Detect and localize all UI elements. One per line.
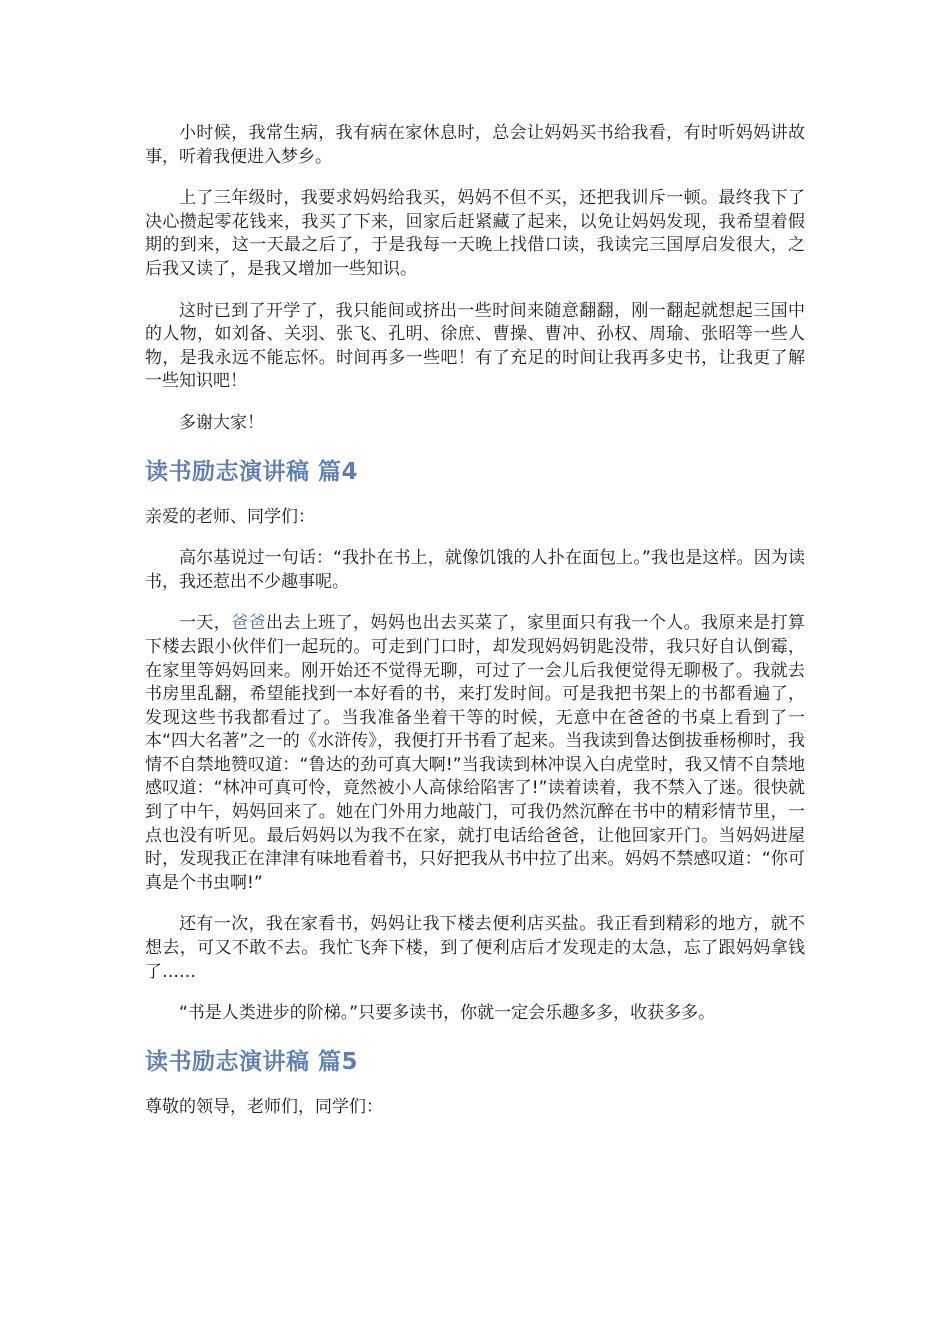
greeting: 亲爱的老师、同学们： <box>145 506 315 527</box>
paragraph: 还有一次，我在家看书，妈妈让我下楼去便利店买盐。我正看到精彩的地方，就不想去，可又不敢不去。我忙飞奔下楼，到了便利店后才发现走的太急，忘了跟妈妈拿钱了…… <box>145 914 805 982</box>
paragraph <box>145 612 805 895</box>
paragraph: 这时已到了开学了，我只能间或挤出一些时间来随意翻翻，刚一翻起就想起三国中的人物，如刘备、关羽、张飞、孔明、徐庶、曹操、曹冲、孙权、周瑜、张昭等一些人物，是我永远不能忘怀。时间再多一些吧！有了充足的时间让我再多史书，让我更了解一些知识吧！ <box>145 300 805 392</box>
closing-line: 多谢大家！ <box>179 412 264 433</box>
paragraph: 小时候，我常生病，我有病在家休息时，总会让妈妈买书给我看，有时听妈妈讲故事，听着我便进入梦乡。 <box>145 123 805 167</box>
document-page <box>145 122 805 1137</box>
paragraph: 高尔基说过一句话：“我扑在书上，就像饥饿的人扑在面包上。”我也是这样。因为读书，我还惹出不少趣事呢。 <box>145 548 805 592</box>
paragraph-text: 出去上班了，妈妈也出去买菜了，家里面只有我一个人。我原来是打算下楼去跟小伙伴们一起玩的。可走到门口时，却发现妈妈钥匙没带，我只好自认倒霉，在家里等妈妈回来。刚开始还不觉得无聊，可过了一会儿后我便觉得无聊极了。我就去书房里乱翻，希望能找到一本好看的书，来打发时间。可是我把书架上的书都看遍了，发现这些书我都看过了。当我准备坐着干等的时候，无意中在爸爸的书桌上看到了一本“四大名著”之一的《水浒传》，我便打开书看了起来。当我读到鲁达倒拔垂杨柳时，我情不自禁地赞叹道：“鲁达的劲可真大啊!”当我读到林冲误入白虎堂时，我又情不自禁地感叹道：“林冲可真可怜，竟然被小人高俅给陷害了!”读着读着，我不禁入了迷。很快就到了中午，妈妈回来了。她在门外用力地敲门，可我仍然沉醉在书中的精彩情节里，一点也没有听见。最后妈妈以为我不在家，就打电话给爸爸，让他回家开门。当妈妈进屋时，发现我正在津津有味地看着书，只好把我从书中拉了出来。妈妈不禁感叹道：“你可真是个书虫啊!” <box>145 613 806 893</box>
greeting: 尊敬的领导，老师们，同学们： <box>145 1096 383 1117</box>
paragraph: “书是人类进步的阶梯。”只要多读书，你就一定会乐趣多多，收获多多。 <box>179 1003 716 1024</box>
section-heading-5: 读书励志演讲稿 篇5 <box>145 1048 359 1075</box>
paragraph-text: 一天， <box>179 613 232 634</box>
keyword-link[interactable]: 爸爸 <box>231 613 267 634</box>
paragraph: 上了三年级时，我要求妈妈给我买，妈妈不但不买，还把我训斥一顿。最终我下了决心攒起零花钱来，我买了下来，回家后赶紧藏了起来，以免让妈妈发现，我希望着假期的到来，这一天最之后了，于是我每一天晚上找借口读，我读完三国厚启发很大，之后我又读了，是我又增加一些知识。 <box>145 188 805 279</box>
section-heading-4: 读书励志演讲稿 篇4 <box>145 458 359 485</box>
